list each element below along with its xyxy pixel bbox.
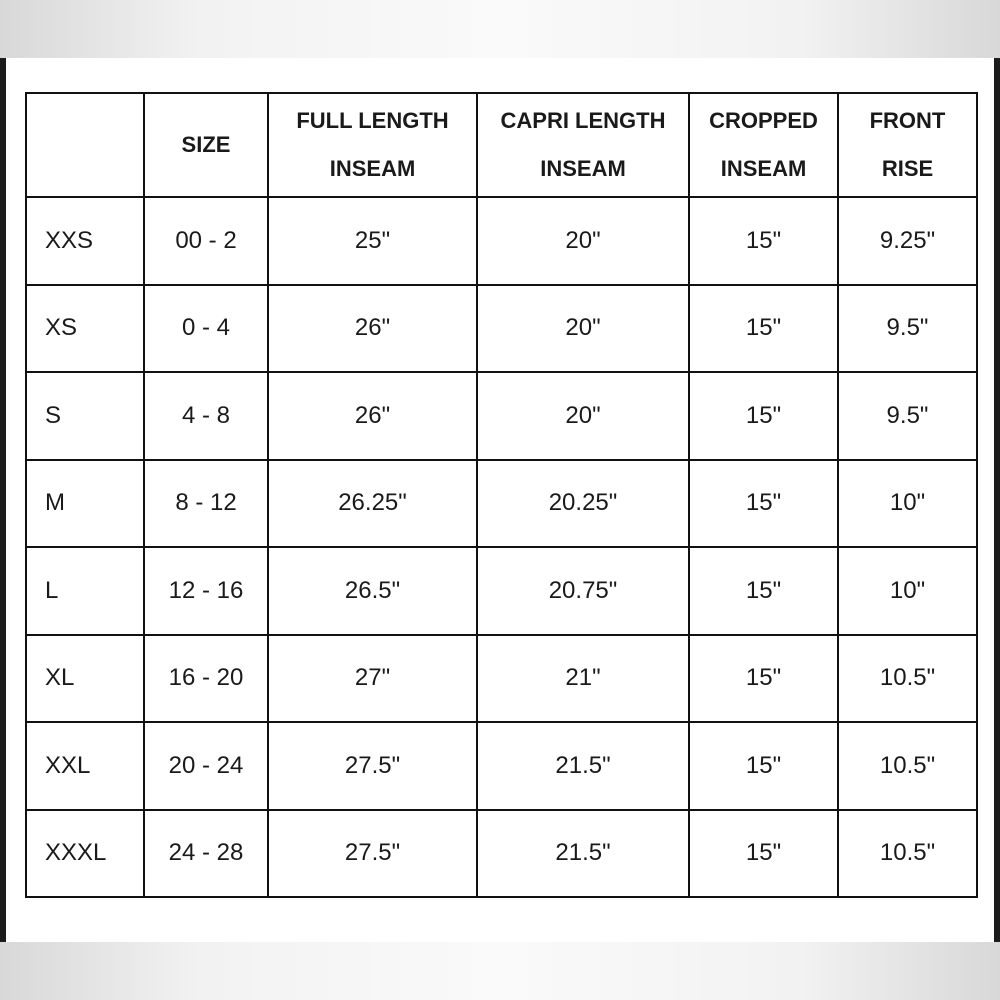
size-range-cell: 20 - 24 (144, 722, 268, 810)
capri-length-inseam-cell: 20.75" (477, 547, 689, 635)
full-length-inseam-cell: 26" (268, 372, 477, 460)
front-rise-cell: 9.5" (838, 372, 977, 460)
front-rise-cell: 10.5" (838, 722, 977, 810)
cropped-inseam-cell: 15" (689, 547, 838, 635)
table-row (26, 635, 977, 723)
size-label-cell: XL (26, 635, 144, 723)
size-range-cell: 16 - 20 (144, 635, 268, 723)
front-rise-cell: 10.5" (838, 635, 977, 723)
header-size: SIZE (144, 93, 268, 197)
table-row (26, 810, 977, 898)
size-range-cell: 4 - 8 (144, 372, 268, 460)
full-length-inseam-cell: 27.5" (268, 810, 477, 898)
front-rise-cell: 10.5" (838, 810, 977, 898)
front-rise-cell: 10" (838, 460, 977, 548)
size-range-cell: 12 - 16 (144, 547, 268, 635)
cropped-inseam-cell: 15" (689, 372, 838, 460)
header-cropped-inseam: CROPPED INSEAM (689, 93, 838, 197)
bottom-background (0, 942, 1000, 1000)
size-label-cell: XXS (26, 197, 144, 285)
size-range-cell: 0 - 4 (144, 285, 268, 373)
size-range-cell: 8 - 12 (144, 460, 268, 548)
front-rise-cell: 10" (838, 547, 977, 635)
header-front-rise: FRONT RISE (838, 93, 977, 197)
cropped-inseam-cell: 15" (689, 197, 838, 285)
table-row (26, 372, 977, 460)
size-chart-table (25, 92, 978, 898)
full-length-inseam-cell: 26.25" (268, 460, 477, 548)
table-row (26, 285, 977, 373)
size-range-cell: 00 - 2 (144, 197, 268, 285)
capri-length-inseam-cell: 21.5" (477, 810, 689, 898)
full-length-inseam-cell: 26" (268, 285, 477, 373)
table-row (26, 460, 977, 548)
capri-length-inseam-cell: 21.5" (477, 722, 689, 810)
capri-length-inseam-cell: 20" (477, 197, 689, 285)
full-length-inseam-cell: 27.5" (268, 722, 477, 810)
capri-length-inseam-cell: 20.25" (477, 460, 689, 548)
size-label-cell: XS (26, 285, 144, 373)
header-full-length-inseam: FULL LENGTH INSEAM (268, 93, 477, 197)
header-blank (26, 93, 144, 197)
capri-length-inseam-cell: 21" (477, 635, 689, 723)
cropped-inseam-cell: 15" (689, 810, 838, 898)
table-row (26, 722, 977, 810)
full-length-inseam-cell: 25" (268, 197, 477, 285)
header-capri-length-inseam: CAPRI LENGTH INSEAM (477, 93, 689, 197)
size-range-cell: 24 - 28 (144, 810, 268, 898)
cropped-inseam-cell: 15" (689, 722, 838, 810)
size-label-cell: S (26, 372, 144, 460)
size-label-cell: XXL (26, 722, 144, 810)
capri-length-inseam-cell: 20" (477, 285, 689, 373)
table-row (26, 197, 977, 285)
front-rise-cell: 9.25" (838, 197, 977, 285)
header-row (26, 93, 977, 197)
full-length-inseam-cell: 27" (268, 635, 477, 723)
front-rise-cell: 9.5" (838, 285, 977, 373)
full-length-inseam-cell: 26.5" (268, 547, 477, 635)
capri-length-inseam-cell: 20" (477, 372, 689, 460)
cropped-inseam-cell: 15" (689, 285, 838, 373)
size-label-cell: M (26, 460, 144, 548)
cropped-inseam-cell: 15" (689, 460, 838, 548)
size-label-cell: XXXL (26, 810, 144, 898)
table-row (26, 547, 977, 635)
top-background (0, 0, 1000, 58)
cropped-inseam-cell: 15" (689, 635, 838, 723)
size-label-cell: L (26, 547, 144, 635)
